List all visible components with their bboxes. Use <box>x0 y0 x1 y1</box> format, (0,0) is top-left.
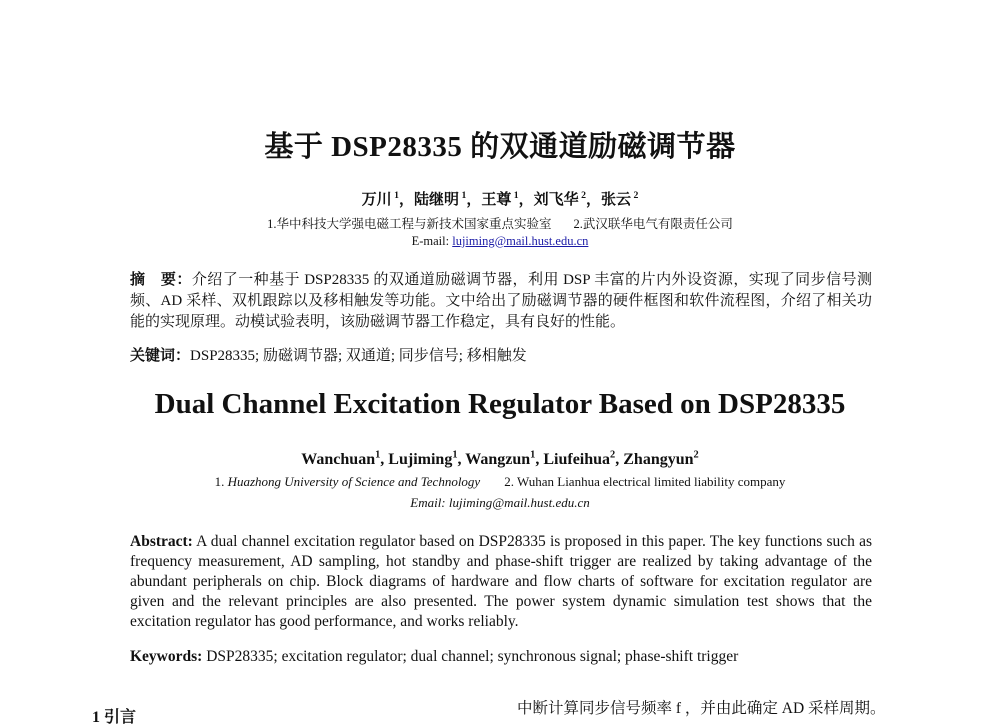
chinese-affiliation-2: 2.武汉联华电气有限责任公司 <box>573 217 733 231</box>
chinese-affiliation-1: 1.华中科技大学强电磁工程与新技术国家重点实验室 <box>267 217 552 231</box>
english-keywords <box>130 648 872 666</box>
english-abstract-label: Abstract: <box>130 533 193 550</box>
english-keywords-text: DSP28335; excitation regulator; dual channel; synchronous signal; phase-shift trigger <box>202 648 739 665</box>
english-affiliation-1: Huazhong University of Science and Technology <box>227 474 481 489</box>
chinese-abstract-label: 摘 要： <box>130 272 192 288</box>
chinese-abstract <box>130 270 872 333</box>
english-authors <box>0 451 1000 469</box>
english-author-separator: , <box>457 451 466 468</box>
chinese-author-affiliation-number: 1 <box>459 190 467 201</box>
english-author-separator: , <box>615 451 624 468</box>
chinese-email-label: E-mail: <box>411 234 453 248</box>
chinese-author-name: 陆继明 <box>413 192 459 208</box>
chinese-author-separator: ， <box>398 192 414 208</box>
english-author-affiliation-number: 2 <box>610 449 616 461</box>
english-author-separator: , <box>380 451 389 468</box>
english-author-name: Liufeihua <box>543 451 611 468</box>
chinese-author-name: 万川 <box>361 192 392 208</box>
chinese-author-affiliation-number: 2 <box>631 190 639 201</box>
chinese-author-affiliation-number: 1 <box>391 190 399 201</box>
english-author-affiliation-number: 1 <box>530 449 536 461</box>
chinese-email-line <box>0 234 1000 249</box>
section-heading-fragment: 1 引言 <box>92 709 137 726</box>
english-author-affiliation-number: 2 <box>693 449 699 461</box>
chinese-author-separator: ， <box>518 192 534 208</box>
english-author-affiliation-number: 1 <box>375 449 381 461</box>
chinese-author-separator: ， <box>586 192 602 208</box>
chinese-author-name: 刘飞华 <box>533 192 579 208</box>
body-text-fragment: 中断计算同步信号频率 f ，并由此确定 AD 采样周期。 <box>517 700 886 717</box>
english-affiliation-2: 2. Wuhan Lianhua electrical limited liability company <box>504 474 786 489</box>
english-author-name: Lujiming <box>388 451 453 468</box>
english-author-separator: , <box>535 451 544 468</box>
english-author-name: Wangzun <box>465 451 531 468</box>
email-link[interactable]: lujiming@mail.hust.edu.cn <box>452 234 589 248</box>
english-email-line: Email: lujiming@mail.hust.edu.cn <box>410 495 590 510</box>
chinese-keywords <box>130 344 872 365</box>
chinese-keywords-text: DSP28335; 励磁调节器; 双通道; 同步信号; 移相触发 <box>190 348 527 364</box>
chinese-affiliations <box>0 214 1000 232</box>
chinese-author-affiliation-number: 2 <box>578 190 586 201</box>
chinese-title: 基于 DSP28335 的双通道励磁调节器 <box>264 131 736 163</box>
english-affiliation-1-num: 1. <box>214 474 228 489</box>
english-title: Dual Channel Excitation Regulator Based on DSP28335 <box>154 388 846 420</box>
chinese-keywords-label: 关键词： <box>130 348 191 364</box>
chinese-authors <box>0 188 1000 209</box>
chinese-author-separator: ， <box>466 192 482 208</box>
english-abstract <box>130 532 872 632</box>
chinese-abstract-text: 介绍了一种基于 DSP28335 的双通道励磁调节器，利用 DSP 丰富的片内外设资源，实现了同步信号测频、AD 采样、双机跟踪以及移相触发等功能。文中给出了励磁调节器的硬件框图和软件流程图，介绍了相关功能的实现原理。动模试验表明，该励磁调节器工作稳定，具有良好的性能。 <box>130 272 872 330</box>
chinese-author-name: 张云 <box>601 192 632 208</box>
chinese-author-affiliation-number: 1 <box>511 190 519 201</box>
english-author-name: Zhangyun <box>623 451 694 468</box>
english-author-affiliation-number: 1 <box>452 449 458 461</box>
english-author-name: Wanchuan <box>301 451 376 468</box>
english-abstract-text: A dual channel excitation regulator based on DSP28335 is proposed in this paper. The key functions such as frequency measurement, AD sampling, hot standby and phase-shift trigger are realized by taking advantage of the abundant peripherals on chip. Block diagrams of hardware and flow charts of software for excitation regulator are given and the relevant principles are also presented. The power system dynamic simulation test shows that the excitation regulator has good performance, and works reliably. <box>130 533 872 630</box>
english-keywords-label: Keywords: <box>130 648 203 665</box>
english-affiliations <box>0 474 1000 490</box>
chinese-author-name: 王尊 <box>481 192 512 208</box>
